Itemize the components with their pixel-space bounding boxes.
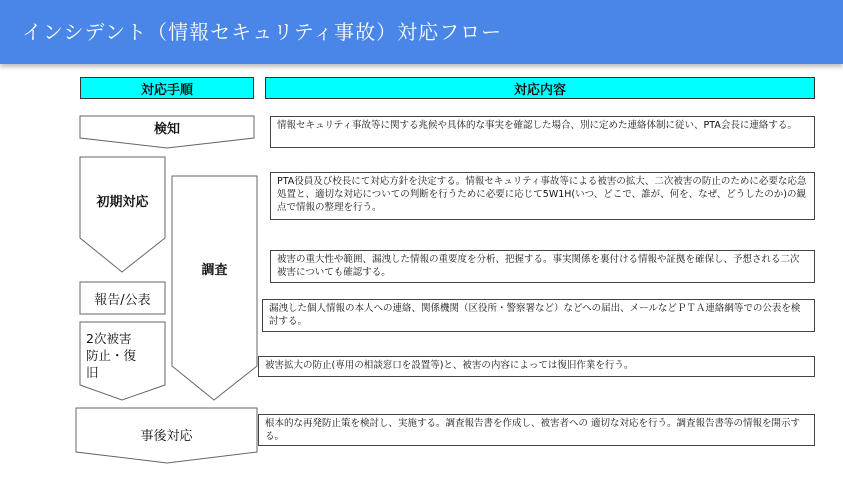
investigate-arrow [172,176,257,400]
page-title: インシデント（情報セキュリティ事故）対応フロー [22,20,503,44]
initial-arrow [80,157,165,272]
step-detect: 検知 [153,121,180,137]
content-investigate: 被害の重大性や範囲、漏洩した情報の重要度を分析、把握する。事実関係を裏付ける情報や証拠を確保し、予想される二次被害についても確認する。 [270,250,815,283]
content-detect: 情報セキュリティ事故等に関する兆候や具体的な事実を確認した場合、別に定めた連絡体制に従い、PTA会長に連絡する。 [270,116,815,148]
content-followup: 根本的な再発防止策を検討し、実施する。調査報告書を作成し、被害者への 適切な対応を行う。調査報告書等の情報を開示する。 [258,414,815,446]
step-initial: 初期対応 [96,194,149,210]
step-prevent: 2次被害 防止・復 旧 [86,330,137,380]
content-prevent: 被害拡大の防止(専用の相談窓口を設置等)と、被害の内容によっては復旧作業を行う。 [258,356,815,377]
step-report: 報告/公表 [94,292,151,308]
header-procedure: 対応手順 [80,77,254,99]
header-content: 対応内容 [265,77,815,99]
step-followup: 事後対応 [140,428,193,444]
content-report: 漏洩した個人情報の本人への連絡、関係機関（区役所・警察署など）などへの届出、メールなどＰＴＡ連絡網等での公表を検討する。 [262,299,815,332]
content-initial: PTA役員及び校長にて対応方針を決定する。情報セキュリティ事故等による被害の拡大、二次被害の防止のために必要な応急処置と、適切な対応についての判断を行うために必要に応じて5W1H(いつ、どこで、誰が、何を、なぜ、どうしたのか)の観点で情報の整理を行う。 [270,172,815,220]
step-investigate: 調査 [201,262,228,278]
